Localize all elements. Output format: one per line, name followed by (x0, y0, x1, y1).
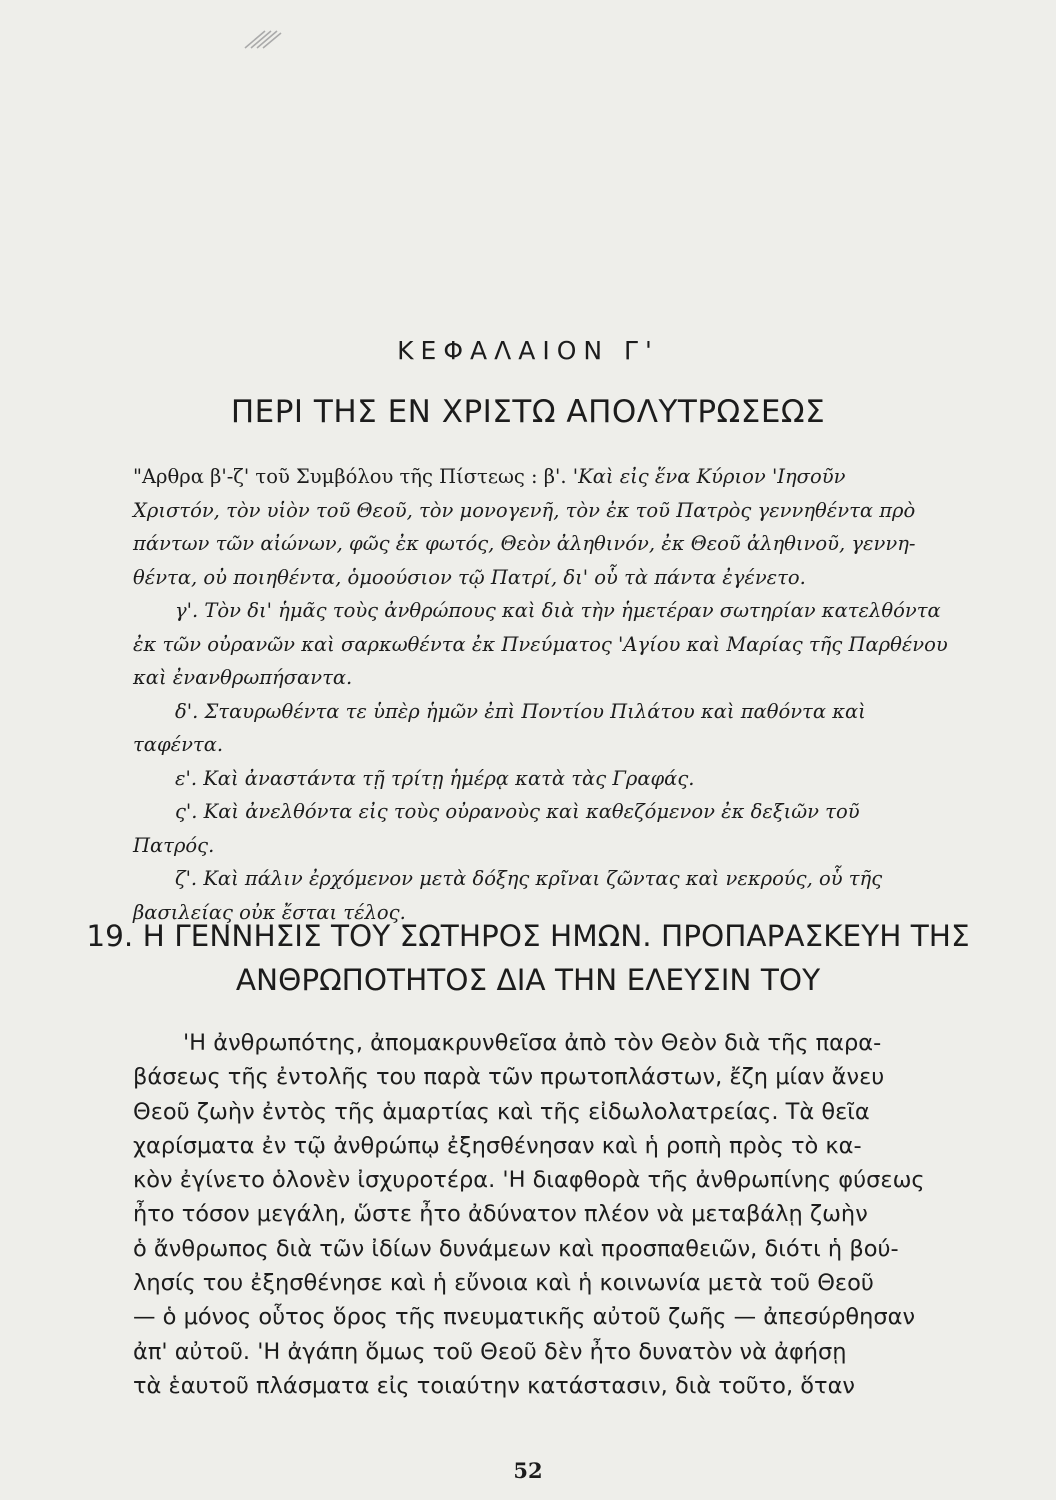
body-line: ἦτο τόσον μεγάλη, ὥστε ἦτο ἀδύνατον πλέον νὰ μεταβάλῃ ζωὴν (133, 1201, 868, 1228)
creed-line: Χριστόν, τὸν υἱὸν τοῦ Θεοῦ, τὸν μονογενῆ, τὸν ἐκ τοῦ Πατρὸς γεννηθέντα πρὸ (133, 498, 916, 522)
creed-line: πάντων τῶν αἰώνων, φῶς ἐκ φωτός, Θεὸν ἀληθινόν, ἐκ Θεοῦ ἀληθινοῦ, γεννη- (133, 532, 916, 555)
section-title-line: ΑΝΘΡΩΠΟΤΗΤΟΣ ΔΙΑ ΤΗΝ ΕΛΕΥΣΙΝ ΤΟΥ (235, 963, 821, 997)
creed-line: ς'. Καὶ ἀνελθόντα εἰς τοὺς οὐρανοὺς καὶ καθεζόμενον ἐκ δεξιῶν τοῦ (175, 800, 860, 823)
creed-line: καὶ ἐνανθρωπήσαντα. (133, 666, 353, 689)
body-line: ἀπ' αὐτοῦ. 'Η ἀγάπη ὅμως τοῦ Θεοῦ δὲν ἦτο δυνατὸν νὰ ἀφήσῃ (133, 1338, 847, 1365)
body-line: ὁ ἄνθρωπος διὰ τῶν ἰδίων δυνάμεων καὶ προσπαθειῶν, διότι ἡ βού- (133, 1235, 899, 1262)
creed-line: Πατρός. (133, 833, 215, 857)
section-title-line: 19. Η ΓΕΝΝΗΣΙΣ ΤΟΥ ΣΩΤΗΡΟΣ ΗΜΩΝ. ΠΡΟΠΑΡΑΣΚΕΥΗ ΤΗΣ (86, 919, 970, 953)
section-title (0, 914, 1056, 1002)
creed-line: θέντα, οὐ ποιηθέντα, ὁμοούσιον τῷ Πατρί, δι' οὗ τὰ πάντα ἐγένετο. (133, 565, 806, 589)
page-number: 52 (513, 1458, 543, 1483)
creed-line (133, 460, 1023, 494)
creed-line: ταφέντα. (133, 733, 224, 756)
creed-line: γ'. Τὸν δι' ἡμᾶς τοὺς ἀνθρώπους καὶ διὰ τὴν ἡμετέραν σωτηρίαν κατελθόντα (175, 599, 941, 622)
creed-heading: "Αρθρα β'-ζ' τοῦ Συμβόλου τῆς Πίστεως : β'. (133, 465, 567, 488)
body-line: κὸν ἐγίνετο ὁλονὲν ἰσχυροτέρα. 'Η διαφθορὰ τῆς ἀνθρωπίνης φύσεως (133, 1167, 925, 1194)
creed-line: ε'. Καὶ ἀναστάντα τῇ τρίτῃ ἡμέρᾳ κατὰ τὰς Γραφάς. (175, 766, 695, 790)
body-line: λησίς του ἐξησθένησε καὶ ἡ εὔνοια καὶ ἡ κοινωνία μετὰ τοῦ Θεοῦ (133, 1270, 874, 1297)
body-line: τὰ ἑαυτοῦ πλάσματα εἰς τοιαύτην κατάστασιν, διὰ τοῦτο, ὅταν (133, 1372, 855, 1399)
chapter-label: ΚΕΦΑΛΑΙΟΝ Γ' (397, 336, 659, 365)
creed-line: δ'. Σταυρωθέντα τε ὑπὲρ ἡμῶν ἐπὶ Ποντίου Πιλάτου καὶ παθόντα καὶ (175, 699, 866, 723)
creed-text: 'Καὶ εἰς ἕνα Κύριον 'Ιησοῦν (566, 465, 846, 488)
creed-line: ἐκ τῶν οὐρανῶν καὶ σαρκωθέντα ἐκ Πνεύματος 'Αγίου καὶ Μαρίας τῆς Παρθένου (133, 632, 948, 656)
body-line: βάσεως τῆς ἐντολῆς του παρὰ τῶν πρωτοπλάστων, ἔζη μίαν ἄνευ (133, 1064, 885, 1091)
creed-line: βασιλείας οὐκ ἔσται τέλος. (133, 900, 406, 924)
body-line: 'Η ἀνθρωπότης, ἀπομακρυνθεῖσα ἀπὸ τὸν Θεὸν διὰ τῆς παρα- (183, 1030, 882, 1056)
body-paragraph (133, 1026, 1023, 1403)
body-line: χαρίσματα ἐν τῷ ἀνθρώπῳ ἐξησθένησαν καὶ ἡ ροπὴ πρὸς τὸ κα- (133, 1132, 862, 1159)
pencil-mark (243, 28, 283, 50)
chapter-title: ΠΕΡΙ ΤΗΣ ΕΝ ΧΡΙΣΤΩ ΑΠΟΛΥΤΡΩΣΕΩΣ (230, 394, 826, 430)
body-line: — ὁ μόνος οὗτος ὅρος τῆς πνευματικῆς αὐτοῦ ζωῆς — ἀπεσύρθησαν (133, 1304, 916, 1331)
creed-line: ζ'. Καὶ πάλιν ἐρχόμενον μετὰ δόξης κρῖναι ζῶντας καὶ νεκρούς, οὗ τῆς (175, 867, 883, 890)
body-line: Θεοῦ ζωὴν ἐντὸς τῆς ἁμαρτίας καὶ τῆς εἰδωλολατρείας. Τὰ θεῖα (133, 1098, 870, 1125)
creed-articles (133, 460, 1023, 929)
